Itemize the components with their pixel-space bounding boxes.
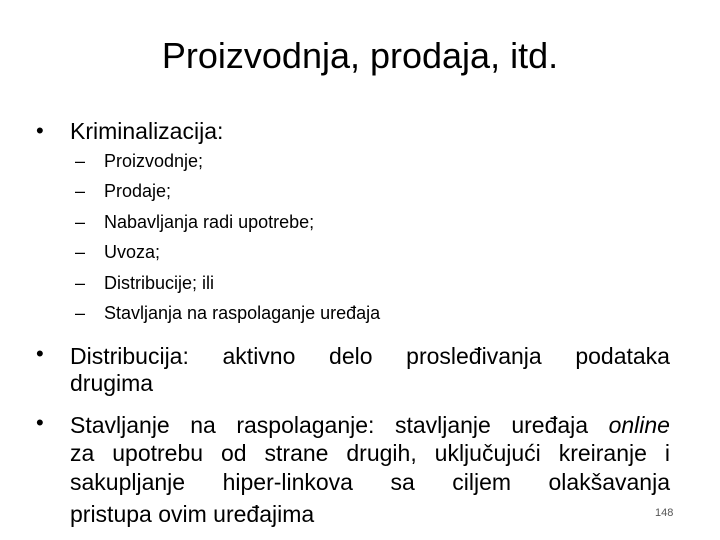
word: aktivno — [222, 343, 296, 369]
bullet-2-line-2: drugima — [70, 370, 154, 396]
sub-item-text: Distribucije; ili — [104, 273, 215, 293]
word: strane — [264, 440, 329, 466]
word: uređaja — [511, 412, 589, 438]
word: ciljem — [452, 469, 512, 495]
word: uključujući — [434, 440, 541, 466]
bullet-3-line-1 — [70, 411, 670, 439]
word: sakupljanje — [70, 469, 186, 495]
dash-marker: – — [75, 181, 86, 201]
bullet-marker: • — [36, 118, 44, 143]
dash-marker: – — [75, 242, 86, 262]
word: online — [608, 412, 670, 438]
word: raspolaganje: — [236, 412, 375, 438]
bullet-1-text: Kriminalizacija: — [70, 118, 224, 144]
word: podataka — [575, 343, 670, 369]
slide-title: Proizvodnja, prodaja, itd. — [161, 35, 559, 76]
word: stavljanje — [394, 412, 491, 438]
word: sa — [390, 469, 415, 495]
sub-item-text: Proizvodnje; — [104, 151, 204, 171]
word: olakšavanja — [548, 469, 670, 495]
word: hiper-linkova — [222, 469, 353, 495]
word: prosleđivanja — [406, 343, 542, 369]
word: drugih, — [346, 440, 417, 466]
word: upotrebu — [112, 440, 204, 466]
sub-item-text: Prodaje; — [104, 181, 172, 201]
dash-marker: – — [75, 303, 86, 323]
sub-item-text: Nabavljanja radi upotrebe; — [104, 212, 315, 232]
dash-marker: – — [75, 151, 86, 171]
sub-item-text: Uvoza; — [104, 242, 161, 262]
bullet-marker: • — [36, 410, 44, 435]
word: na — [190, 412, 216, 438]
word: od — [220, 440, 247, 466]
sub-item-text: Stavljanja na raspolaganje uređaja — [104, 303, 381, 323]
bullet-3-line-4: pristupa ovim uređajima — [70, 501, 315, 527]
word: delo — [329, 343, 373, 369]
word: Distribucija: — [70, 343, 189, 369]
dash-marker: – — [75, 273, 86, 293]
bullet-3-line-3 — [70, 468, 670, 496]
bullet-marker: • — [36, 341, 44, 366]
dash-marker: – — [75, 212, 86, 232]
word: kreiranje — [558, 440, 647, 466]
bullet-2-line-1 — [70, 342, 670, 370]
word: Stavljanje — [70, 412, 170, 438]
bullet-3-line-2 — [70, 439, 670, 467]
word: i — [664, 440, 670, 466]
page-number: 148 — [655, 507, 674, 519]
word: za — [70, 440, 95, 466]
